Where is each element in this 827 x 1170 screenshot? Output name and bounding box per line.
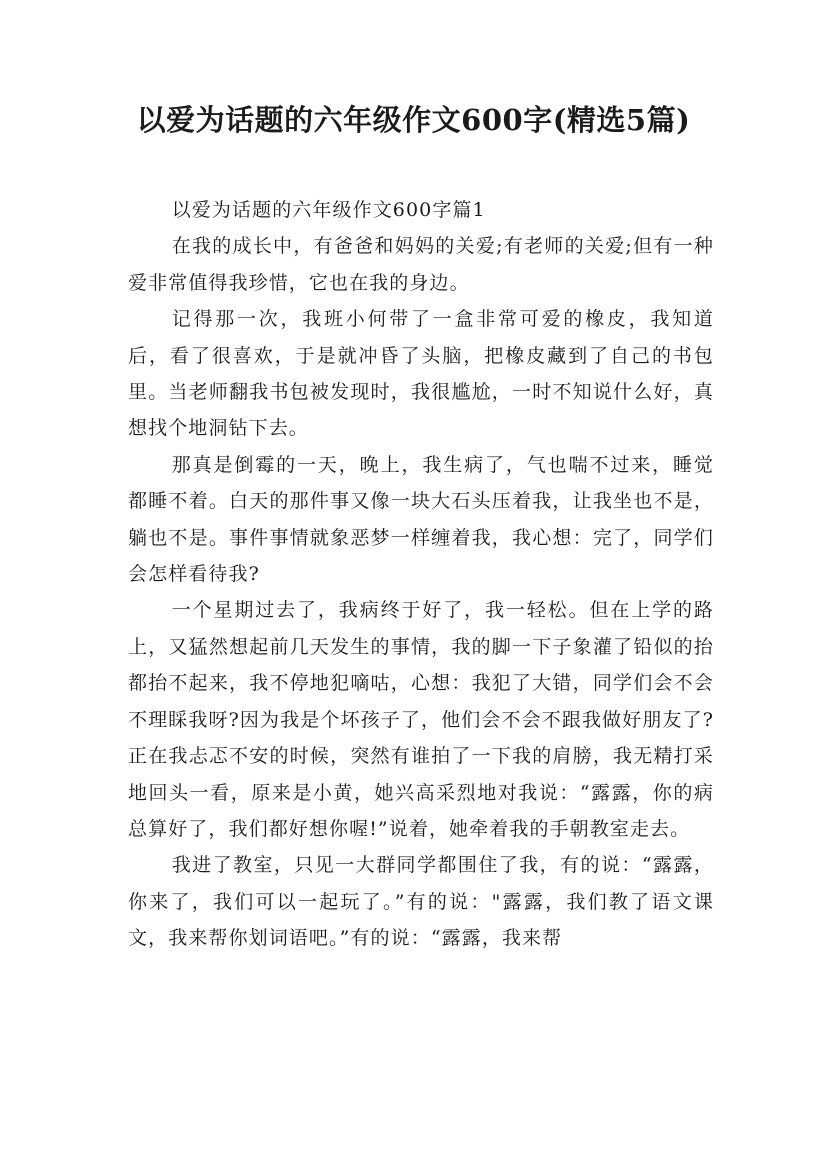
paragraph-5: 我进了教室，只见一大群同学都围住了我，有的说：“露露，你来了，我们可以一起玩了。”有的说："露露，我们教了语文课文，我来帮你划词语吧。”有的说：“露露，我来帮 — [128, 854, 714, 950]
section-heading: 以爱为话题的六年级作文600字篇1 — [171, 199, 486, 221]
document-body — [128, 192, 714, 957]
paragraph-2: 记得那一次，我班小何带了一盒非常可爱的橡皮，我知道后，看了很喜欢，于是就冲昏了头脑，把橡皮藏到了自己的书包里。当老师翻我书包被发现时，我很尴尬，一时不知说什么好，真想找个地洞钻下去。 — [128, 308, 714, 440]
paragraph-4: 一个星期过去了，我病终于好了，我一轻松。但在上学的路上，又猛然想起前几天发生的事情，我的脚一下子象灌了铅似的抬都抬不起来，我不停地犯嘀咕，心想：我犯了大错，同学们会不会不理睬我呀?因为我是个坏孩子了，他们会不会不跟我做好朋友了?正在我忐忑不安的时候，突然有谁拍了一下我的肩膀，我无精打采地回头一看，原来是小黄，她兴高采烈地对我说：“露露，你的病总算好了，我们都好想你喔!”说着，她牵着我的手朝教室走去。 — [128, 599, 714, 840]
paragraph-3: 那真是倒霉的一天，晚上，我生病了，气也喘不过来，睡觉都睡不着。白天的那件事又像一块大石头压着我，让我坐也不是，躺也不是。事件事情就象恶梦一样缠着我，我心想：完了，同学们会怎样看待我? — [128, 453, 714, 586]
document-title: 以爱为话题的六年级作文600字(精选5篇) — [136, 103, 691, 137]
paragraph-1: 在我的成长中，有爸爸和妈妈的关爱;有老师的关爱;但有一种爱非常值得我珍惜，它也在我的身边。 — [128, 235, 714, 294]
